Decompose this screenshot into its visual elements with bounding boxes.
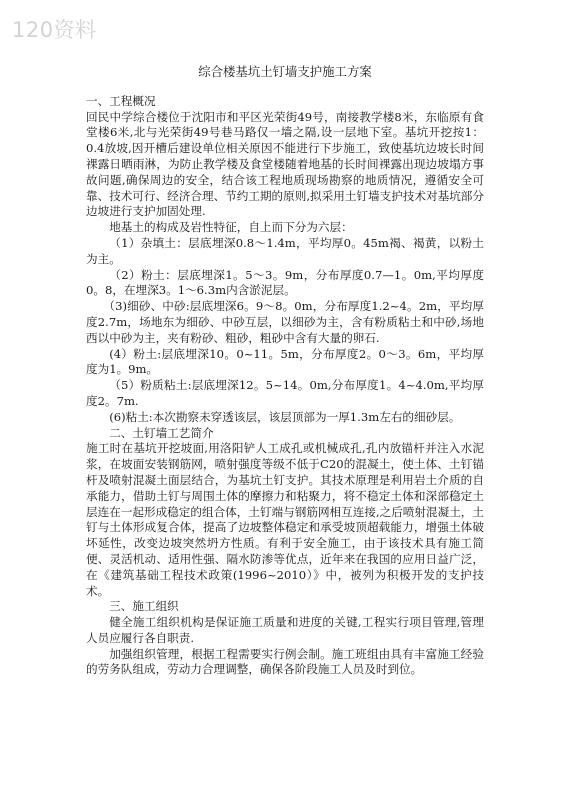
list-item-soil-4: (4）粉土:层底埋深10。0~11。5m，分布厚度2。0～3。6m，平均厚度为1。9m。	[86, 346, 484, 377]
list-item-soil-2: （2）粉土：层底埋深1。5～3。9m，分布厚度0.7—1。0m,平均厚度0。8，在埋深3。1～6.3m内含淤泥层。	[86, 267, 484, 298]
paragraph-process: 施工时在基坑开挖坡面,用洛阳铲人工成孔或机械成孔,孔内放锚杆并注入水泥浆，在坡面安装钢筋网，喷射强度等级不低于C20的混凝土，使土体、土钉锚杆及喷射混凝土面层结合，为基坑土钉支护。其技术原理是利用岩土介质的自承能力，借助土钉与周围土体的摩擦力和粘聚力，将不稳定土体和深部稳定土层连在一起形成稳定的组合体，土钉端与钢筋网相互连接,之后喷射混凝土，土钉与土体形成复合体，提高了边坡整体稳定和承受坡顶超载能力，增强土体破坏延性，改变边坡突然坍方性质。有利于安全施工，由于该技术具有施工简便、灵活机动、适用性强、隔水防渗等优点，近年来在我国的应用日益广泛，在《建筑基础工程技术政策(1996~2010）》中，被列为积极开发的支护技术。	[86, 441, 484, 598]
watermark-logo: 120资料	[12, 18, 97, 42]
section-heading-overview: 一、工程概况	[86, 93, 156, 108]
section-heading-process: 二、土钉墙工艺简介	[109, 425, 214, 440]
paragraph-organization-1: 健全施工组织机构是保证施工质量和进度的关键,工程实行项目管理,管理人员应履行各自职责.	[86, 615, 484, 645]
paragraph-soil-intro: 地基土的构成及岩性特征，自上而下分为六层：	[109, 220, 353, 235]
list-item-soil-6: (6)粘土:本次勘察未穿透该层，该层顶部为一厚1.3m左右的细砂层。	[109, 409, 461, 424]
document-page	[86, 64, 484, 678]
paragraph-organization-2: 加强组织管理，根据工程需要实行例会制。施工班组由具有丰富施工经验的劳务队组成，劳动力合理调整，确保各阶段施工人员及时到位。	[86, 646, 484, 677]
list-item-soil-3: （3)细砂、中砂:层底埋深6。9～8。0m，分布厚度1.2~4。2m，平均厚度2.7m，场地东为细砂、中砂互层，以细砂为主，含有粉质粘土和中砂,场地西以中砂为主，夹有粉砂、粗砂，粗砂中含有大量的卵石.	[86, 299, 484, 345]
list-item-soil-5: （5）粉质粘土:层底埋深12。5~14。0m,分布厚度1。4~4.0m,平均厚度2。7m.	[86, 378, 484, 408]
section-heading-organization: 三、施工组织	[109, 599, 179, 614]
paragraph-overview: 回民中学综合楼位于沈阳市和平区光荣街49号，南接教学楼8米，东临原有食堂楼6米,北与光荣街49号巷马路仅一墙之隔,设一层地下室。基坑开挖按1：0.4放坡,因开槽后建设单位相关原因不能进行下步施工，致使基坑边坡长时间裸露日晒雨淋，为防止教学楼及食堂楼随着地基的长时间裸露出现边坡塌方事故问题,确保周边的安全，结合该工程地质现场勘察的地质情况，遵循安全可靠、技术可行、经济合理、节约工期的原则,拟采用土钉墙支护技术对基坑部分边坡进行支护加固处理.	[86, 109, 484, 219]
document-title: 综合楼基坑土钉墙支护施工方案	[198, 64, 372, 79]
list-item-soil-1: （1）杂填土：层底埋深0.8～1.4m，平均厚0。45m褐、褐黄，以粉土为主。	[86, 235, 484, 266]
